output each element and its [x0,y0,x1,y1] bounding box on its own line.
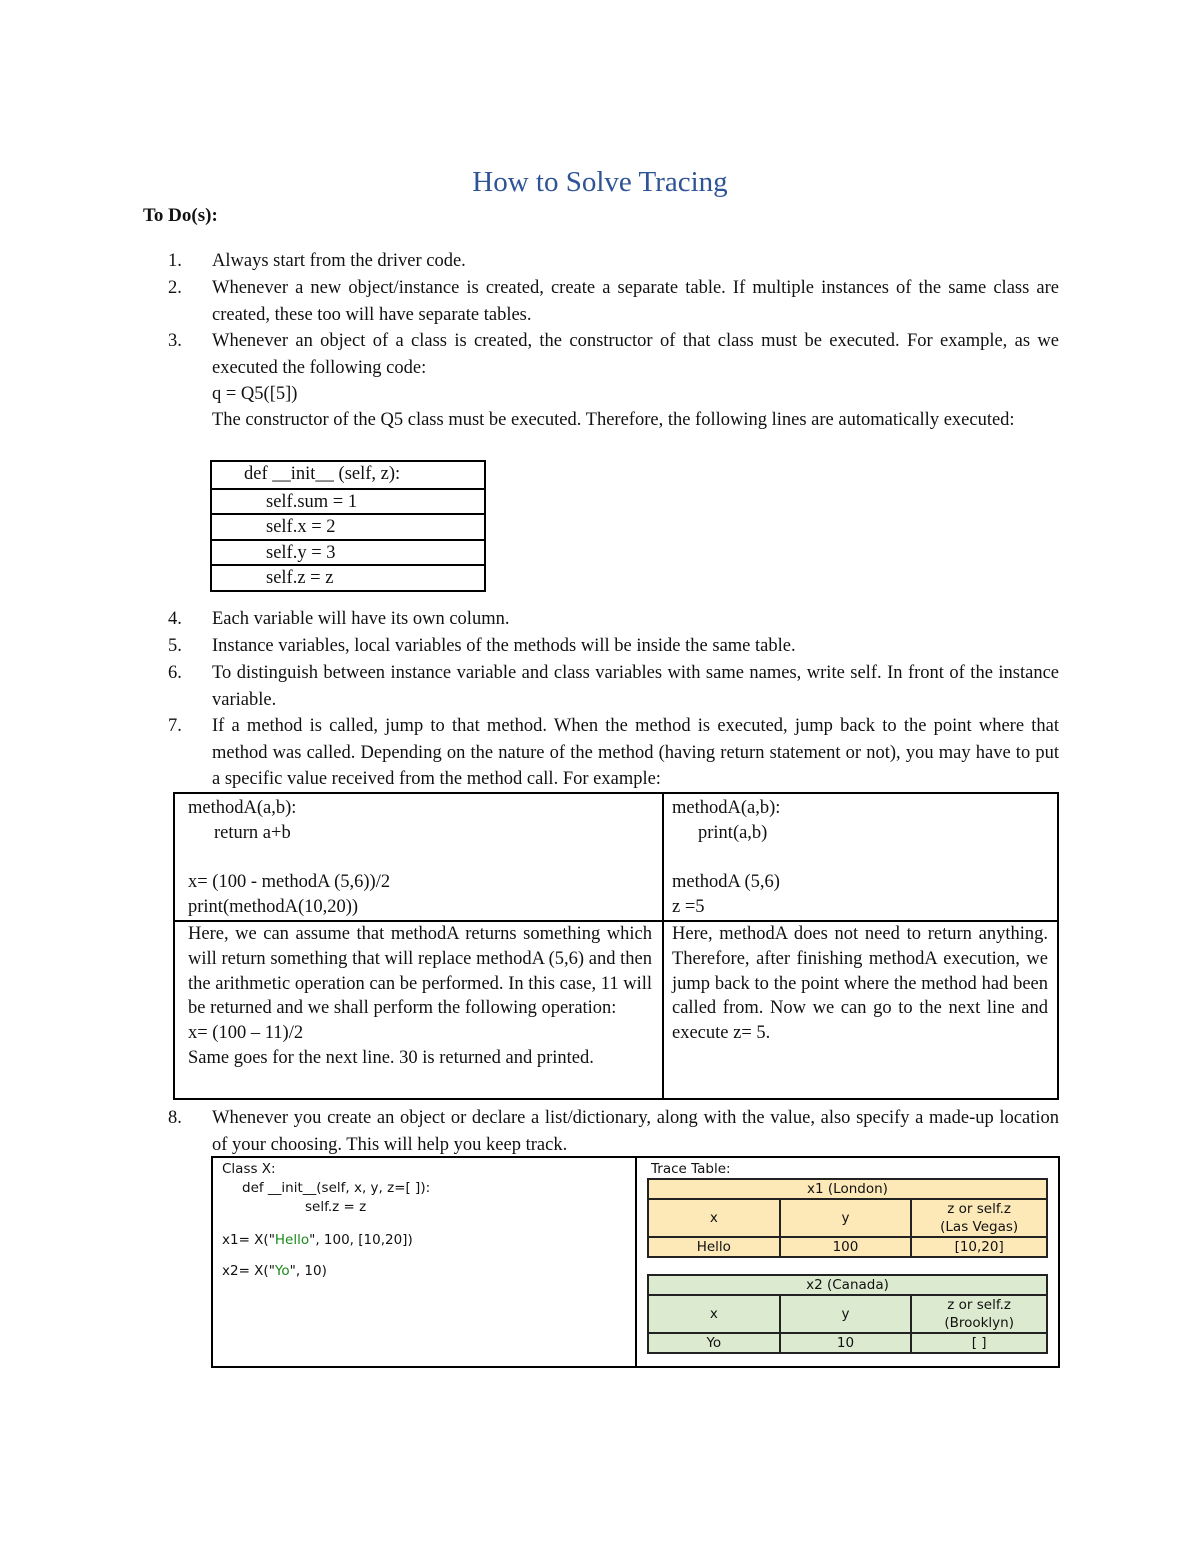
page-title: How to Solve Tracing [472,166,728,198]
list-item: Whenever an object of a class is created, the constructor of that class must be executed. For example, as we executed the following code: [212,331,1059,378]
class-code: def __init__(self, x, y, z=[ ]): [242,1180,431,1196]
class-code: x1= X("Hello", 100, [10,20]) [222,1232,413,1248]
todo-heading: To Do(s): [143,205,218,226]
trace-value: [ ] [911,1333,1047,1353]
left-explanation: Here, we can assume that methodA returns something which will return something that will replace methodA (5,6) and then the arithmetic operation can be performed. In this case, 11 will be returned and we shall perform the following operation: x= (100 – 11)/2 Same goes for the next line. 30 is returned and printed. [188,924,652,1068]
init-line: self.x = 2 [212,513,484,539]
right-explanation: Here, methodA does not need to return anything. Therefore, after finishing methodA execution, we jump back to the point where the method had been called from. Now we can go to the next line and execute z= 5. [672,924,1048,1044]
class-code: self.z = z [305,1199,367,1215]
item-number: 6. [168,663,182,683]
trace-header: y [780,1295,912,1333]
trace-header: x [648,1295,780,1333]
init-code-table [210,460,486,592]
list-item: To distinguish between instance variable and class variables with same names, write self. In front of the instance variable. [212,663,1059,710]
list-item: Whenever a new object/instance is created, create a separate table. If multiple instances of the same class are created, these too will have separate tables. [212,278,1059,325]
item-number: 5. [168,636,182,656]
trace-title: x1 (London) [648,1179,1047,1199]
trace-label: Trace Table: [651,1161,731,1177]
init-line: self.y = 3 [212,539,484,565]
list-item: Instance variables, local variables of the methods will be inside the same table. [212,636,796,656]
trace-value: [10,20] [911,1237,1047,1257]
class-code: Class X: [222,1161,276,1177]
list-item: Whenever you create an object or declare a list/dictionary, along with the value, also specify a made-up location of your choosing. This will help you keep track. [212,1108,1059,1155]
right-code: methodA(a,b): print(a,b) methodA (5,6) z =5 [672,798,781,918]
init-line: self.sum = 1 [212,488,484,514]
trace-title: x2 (Canada) [648,1275,1047,1295]
init-line: self.z = z [212,564,484,590]
init-line: def __init__ (self, z): [244,464,401,484]
item-number: 3. [168,331,182,351]
item-number: 7. [168,716,182,736]
item-number: 4. [168,609,182,629]
method-example-table [173,792,1059,1100]
item-number: 2. [168,278,182,298]
list-item: Each variable will have its own column. [212,609,510,629]
trace-header: z or self.z (Brooklyn) [911,1295,1047,1333]
trace-header: y [780,1199,912,1237]
trace-table-x1 [647,1178,1048,1258]
list-item: Always start from the driver code. [212,251,466,271]
list-item-continuation: The constructor of the Q5 class must be executed. Therefore, the following lines are automatically executed: [212,410,1015,430]
trace-value: Yo [648,1333,780,1353]
trace-header: z or self.z (Las Vegas) [911,1199,1047,1237]
trace-value: 10 [780,1333,912,1353]
trace-value: 100 [780,1237,912,1257]
trace-header: x [648,1199,780,1237]
left-code: methodA(a,b): return a+b x= (100 - methodA (5,6))/2 print(methodA(10,20)) [188,798,391,918]
trace-table-x2 [647,1274,1048,1354]
code-line: q = Q5([5]) [212,384,298,404]
class-trace-box [211,1156,1060,1368]
list-item: If a method is called, jump to that method. When the method is executed, jump back to the point where that method was called. Depending on the nature of the method (having return statement or not), you may have to put a specific value received from the method call. For example: [212,716,1059,789]
item-number: 8. [168,1108,182,1128]
item-number: 1. [168,251,182,271]
trace-value: Hello [648,1237,780,1257]
class-code: x2= X("Yo", 10) [222,1263,327,1279]
